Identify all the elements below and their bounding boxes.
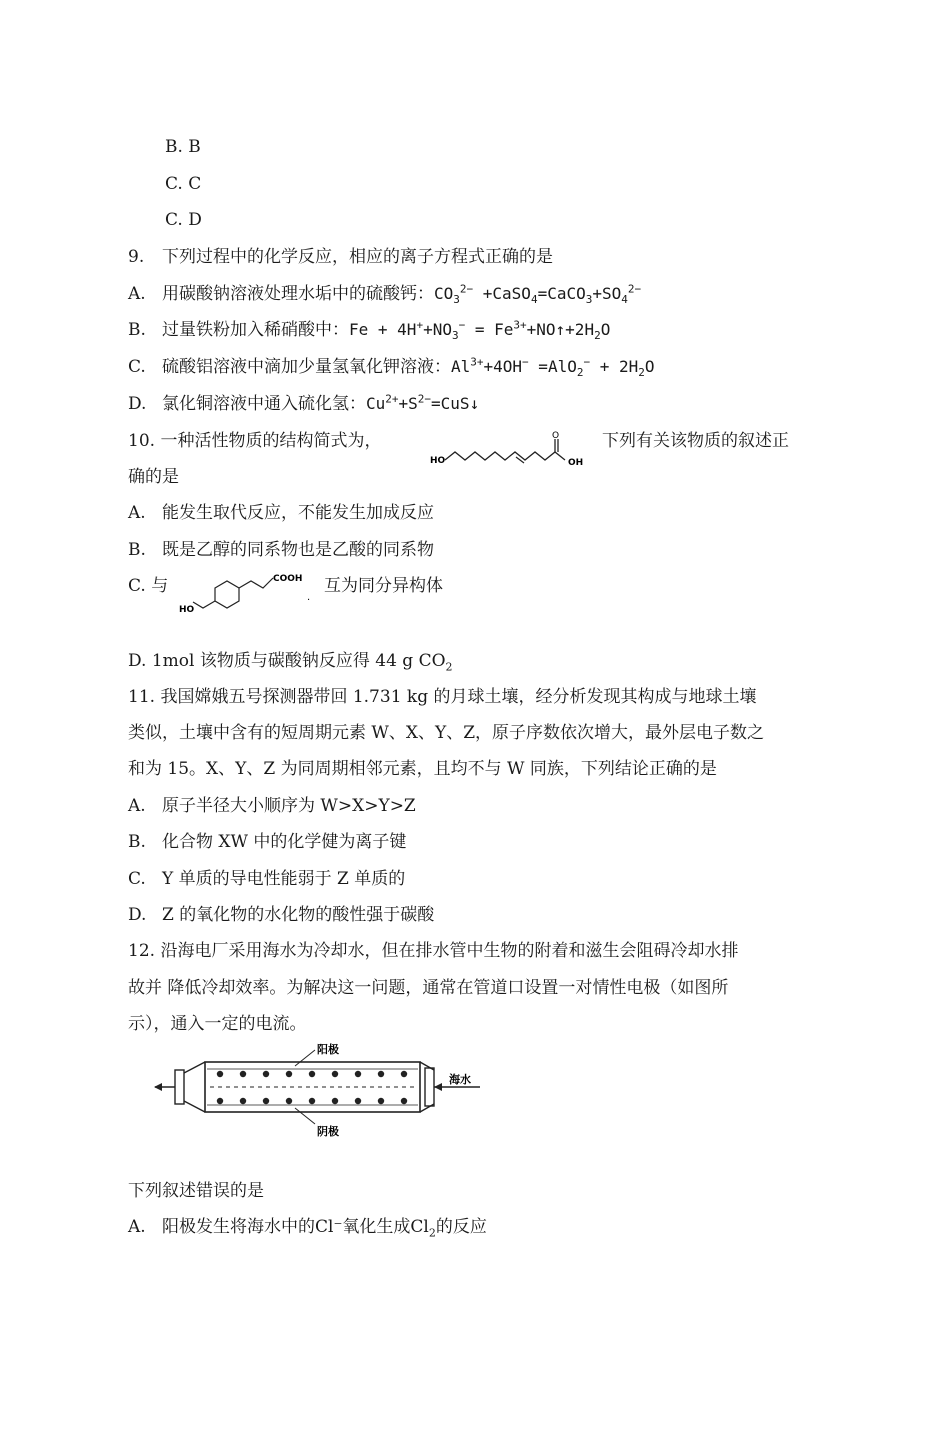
q9-stem-text: 下列过程中的化学反应，相应的离子方程式正确的是 [162,247,553,267]
cathode-leader [295,1108,315,1124]
q9-stem [128,246,553,268]
q11a-label: A. [128,796,146,816]
q9d-equation: $Cu^{2+}+S^{2-}=CuS↓$ [366,392,480,413]
q11-option-c [128,868,405,890]
hydroxymethyl-chain [193,601,215,608]
q9a-equation: $CO_3^{2-}$ $+CaSO_4=CaCO_3+SO_4^{2-}$ [434,282,642,307]
q12-stem-line3: 示），通入一定的电流。 [128,1014,307,1034]
left-flange [175,1070,184,1104]
cyclohexane-ring [215,581,239,608]
left-taper-top [184,1062,205,1073]
q12-option-a: A. 阳极发生将海水中的Cl⁻氧化生成$Cl_2$的反应 [128,1217,487,1240]
q9-option-c [128,356,655,378]
q10-option-c-label: C. 与 [128,576,169,596]
electrode-pipe-diagram [150,1040,510,1140]
structure1-o: O [552,431,560,441]
q9-option-a [128,283,641,305]
q10-option-a [128,502,434,524]
q9-option-b [128,319,610,341]
q12a-label: A. [128,1217,146,1237]
q9b-text: 过量铁粉加入稀硝酸中： [162,320,349,340]
q11-option-d [128,904,434,926]
q10b-label: B. [128,540,146,560]
side-chain [239,578,273,588]
right-flange [425,1068,434,1106]
q9d-label: D. [128,394,147,414]
q9c-equation: $Al^{3+}+4OH^- =AlO_2^- + 2H_2O$ [451,355,655,380]
q12a-text: 阳极发生将海水中的Cl⁻氧化生成Cl [162,1217,429,1237]
q10-option-c-text: 互为同分异构体 [324,576,443,596]
right-taper-bottom [420,1104,434,1112]
carbon-chain [445,452,565,460]
electrode-dots-top [217,1071,407,1077]
outflow-arrow-icon [154,1083,162,1091]
structure1-ho: HO [430,456,446,466]
structure-formula-2 [175,568,320,618]
q11b-text: 化合物 XW 中的化学健为离子键 [162,832,407,852]
structure2-cooh: COOH [273,574,303,584]
option-c-c: C. C [165,174,202,194]
q11c-text: Y 单质的导电性能弱于 Z 单质的 [162,869,406,889]
q11c-label: C. [128,869,146,889]
q9d-text: 氯化铜溶液中通入硫化氢： [162,394,366,414]
q12-stem-line1: 12. 沿海电厂采用海水为冷却水，但在排水管中生物的附着和滋生会阻碍冷却水排 [128,941,739,961]
q11b-label: B. [128,832,146,852]
structure2-ho: HO [179,605,195,615]
q12a-tail: 的反应 [435,1217,487,1237]
option-c-d: C. D [165,210,202,230]
q11-stem-line1: 11. 我国嫦娥五号探测器带回 1.731 kg 的月球土壤，经分析发现其构成与地球土壤 [128,687,757,707]
q12-after-diagram: 下列叙述错误的是 [128,1181,264,1201]
q10b-text: 既是乙醇的同系物也是乙酸的同系物 [162,540,434,560]
q10-stem-a: 10. 一种活性物质的结构简式为， [128,431,382,451]
q10-stem-line2: 确的是 [128,467,179,487]
q9-number: 9. [128,247,145,267]
right-taper-top [420,1062,434,1070]
left-taper-bottom [184,1101,205,1112]
q9b-label: B. [128,320,146,340]
anode-label: 阳极 [317,1043,339,1056]
seawater-label: 海水 [449,1073,471,1086]
electrode-dots-bottom [217,1098,407,1104]
q11d-text: Z 的氧化物的水化物的酸性强于碳酸 [162,905,435,925]
q9a-text: 用碳酸钠溶液处理水垢中的硫酸钙： [162,284,434,304]
q11-stem-line3: 和为 15。X、Y、Z 为同周期相邻元素，且均不与 W 同族，下列结论正确的是 [128,759,717,779]
q9c-label: C. [128,357,146,377]
q10-stem-line1 [128,430,381,452]
q12-stem-line2: 故并 降低冷却效率。为解决这一问题，通常在管道口设置一对情性电极（如图所 [128,978,729,998]
option-b-b: B. B [165,137,201,157]
q10a-label: A. [128,503,146,523]
q9b-equation: $Fe + 4H^++NO_3^-$ = $Fe^{3+}+NO↑+2H_2O$ [349,318,611,343]
structure-formula-1 [428,430,593,472]
q11-option-a [128,795,416,817]
q9c-text: 硫酸铝溶液中滴加少量氢氧化钾溶液： [162,357,451,377]
cathode-label: 阴极 [317,1125,339,1138]
inflow-arrow-icon [434,1083,442,1091]
structure2-dot: . [307,592,311,603]
q11-stem-line2: 类似，土壤中含有的短周期元素 W、X、Y、Z，原子序数依次增大，最外层电子数之 [128,723,765,743]
anode-leader [295,1050,315,1066]
q9-option-d [128,393,479,415]
q10-option-b [128,539,434,561]
q11a-text: 原子半径大小顺序为 W>X>Y>Z [162,796,416,816]
q10d-text: D. 1mol 该物质与碳酸钠反应得 44 g CO [128,651,446,671]
q10a-text: 能发生取代反应，不能发生加成反应 [162,503,434,523]
q11-option-b [128,831,406,853]
q11d-label: D. [128,905,147,925]
structure1-oh: OH [568,458,584,468]
q10-option-d: D. 1mol 该物质与碳酸钠反应得 44 g $CO_2$ [128,651,453,674]
q10-stem-line1-end: 下列有关该物质的叙述正 [602,431,789,451]
q9a-label: A. [128,284,146,304]
